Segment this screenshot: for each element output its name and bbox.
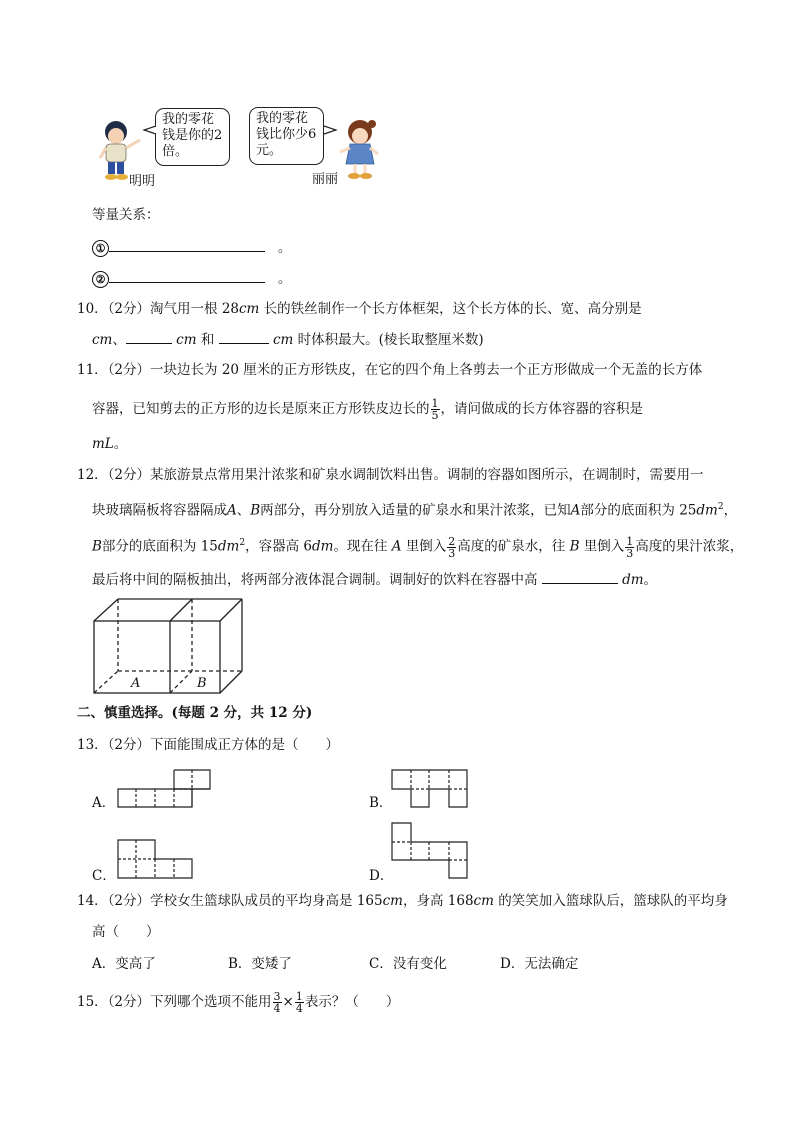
answer-blank-eq2[interactable] (109, 268, 265, 283)
fraction-one-third: $\frac{1}{3}$ (626, 534, 634, 560)
answer-blank-width[interactable] (126, 329, 172, 344)
option-13a[interactable]: A． (92, 795, 116, 811)
q13-line: 13．（2分）下面能围成正方体的是（ ） (77, 737, 340, 753)
fraction-two-thirds: $\frac{2}{3}$ (448, 534, 456, 560)
fraction-three-fourths: $\frac{3}{4}$ (273, 990, 281, 1015)
lili-name: 丽丽 (312, 172, 339, 187)
equation-line-2: ② 。 (92, 268, 291, 289)
option-13c[interactable]: C． (92, 868, 116, 884)
cube-net-option-b (391, 769, 471, 809)
container-label-a: A (131, 676, 141, 691)
container-figure (92, 597, 252, 697)
answer-blank-height[interactable] (219, 329, 269, 344)
cube-net-option-a (117, 769, 217, 809)
lili-figure (336, 116, 382, 186)
section-2-title: 二、慎重选择。(每题 2 分，共 12 分) (77, 705, 313, 721)
option-14a[interactable]: A．变高了 (92, 956, 156, 972)
bubble-tail-left (143, 125, 157, 135)
cube-net-option-c (117, 839, 197, 884)
mingming-speech-bubble: 我的零花钱是你的2倍。 (155, 108, 230, 166)
container-label-b: B (197, 676, 207, 691)
q11-line-2: 容器，已知剪去的正方形的边长是原来正方形铁皮边长的 $\frac{1}{5}$ ，请问做成的长方体容器的容积是 (92, 397, 643, 422)
equation-line-1: ① 。 (92, 237, 291, 258)
q11-line-3: mL。 (92, 436, 128, 452)
q12-line-1: 12．（2分）某旅游景点常用果汁浓浆和矿泉水调制饮料出售。调制的容器如图所示，在调制时，需要用一 (77, 467, 704, 483)
q15-line: 15．（2分）下列哪个选项不能用 $\frac{3}{4}$ × $\frac{1}{4}$ 表示？（ ） (77, 990, 400, 1015)
bubble-tail-right (323, 125, 337, 135)
item-2-marker: ② (92, 271, 109, 288)
lili-speech-bubble: 我的零花钱比你少6元。 (249, 107, 324, 165)
q12-line-3: B部分的底面积为 $15dm^2$，容器高 6dm。现在往 A 里倒入 $\frac{2}{3}$ 高度的矿泉水，往 B 里倒入 $\frac{1}{3}$ 高度的果汁浓浆， (92, 534, 744, 560)
fraction-one-fourth: $\frac{1}{4}$ (295, 990, 303, 1015)
answer-blank-height-dm[interactable] (542, 569, 618, 584)
item-1-marker: ① (92, 240, 109, 257)
option-14b[interactable]: B．变矮了 (228, 956, 292, 972)
fraction-one-fifth: $\frac{1}{5}$ (431, 397, 439, 422)
q10-line-2: cm、 cm 和 cm 时体积最大。(棱长取整厘米数) (92, 329, 484, 350)
equation-label: 等量关系： (92, 207, 160, 223)
option-14d[interactable]: D．无法确定 (500, 956, 579, 972)
q10-line-1: 10．（2分）淘气用一根 28cm 长的铁丝制作一个长方体框架，这个长方体的长、宽、高分别是 (77, 301, 642, 317)
q11-line-1: 11．（2分）一块边长为 20 厘米的正方形铁皮，在它的四个角上各剪去一个正方形做成一个无盖的长方体 (77, 362, 703, 378)
option-13b[interactable]: B． (369, 795, 393, 811)
answer-blank-eq1[interactable] (109, 237, 265, 252)
mingming-name: 明明 (129, 174, 156, 189)
option-13d[interactable]: D． (369, 868, 394, 884)
cube-net-option-d (391, 822, 471, 882)
q14-line-1: 14．（2分）学校女生篮球队成员的平均身高是 165cm，身高 168cm 的笑笑加入篮球队后，篮球队的平均身 (77, 893, 728, 909)
q12-line-2: 块玻璃隔板将容器隔成A、B两部分，再分别放入适量的矿泉水和果汁浓浆，已知A部分的底面积为 $25dm^2$， (92, 502, 738, 519)
q14-line-2: 高（ ） (92, 924, 160, 940)
q12-line-4: 最后将中间的隔板抽出，将两部分液体混合调制。调制好的饮料在容器中高 dm。 (92, 569, 657, 590)
option-14c[interactable]: C．没有变化 (369, 956, 447, 972)
